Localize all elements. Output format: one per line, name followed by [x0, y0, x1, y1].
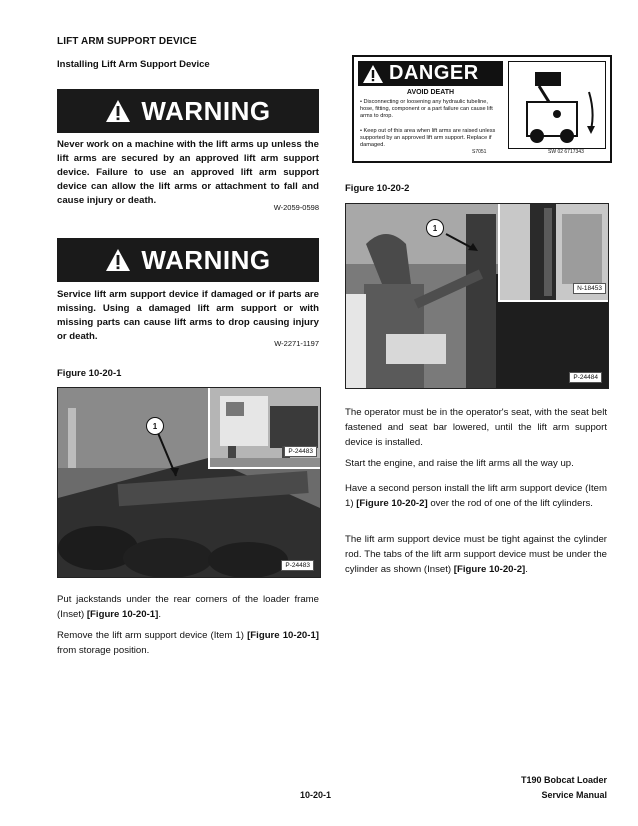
paragraph-jackstands: Put jackstands under the rear corners of the loader frame (Inset) [Figure 10-20-1]. — [57, 594, 319, 620]
warning-triangle-icon — [105, 248, 131, 272]
danger-triangle-icon — [362, 64, 384, 84]
subsection-title: Installing Lift Arm Support Device — [57, 59, 210, 70]
figure-1-title: Figure 10-20-1 — [57, 368, 122, 379]
lift-arm-pictogram-icon — [509, 62, 605, 148]
figure-1-inset-tag: P-24483 — [284, 446, 317, 457]
figure-2-title: Figure 10-20-2 — [345, 183, 410, 194]
danger-bullet-1: • Disconnecting or loosening any hydraulic tubeline, hose, fitting, component or a part failure can cause lift arms to drop. — [360, 99, 493, 119]
footer-manual: Service Manual — [541, 790, 607, 800]
section-title: LIFT ARM SUPPORT DEVICE — [57, 36, 197, 47]
paragraph-remove-device: Remove the lift arm support device (Item 1) [Figure 10-20-1] from storage position. — [57, 630, 319, 656]
danger-decal — [352, 55, 612, 163]
danger-bullet-2: • Keep out of this area when lift arms are raised unless supported by an approved lift arm support. Replace if damaged. — [360, 128, 496, 148]
callout-1: 1 — [146, 417, 164, 435]
figure-2-photo — [345, 203, 609, 389]
danger-pictogram — [508, 61, 606, 149]
warning-text-2: Service lift arm support device if damaged or if parts are missing. Using a damaged lift arm support or with missing parts can cause lift arms to drop causing injury or death. — [57, 289, 319, 342]
figure-2-inset-tag: N-18453 — [573, 283, 606, 294]
warning-word: WARNING — [141, 95, 271, 126]
figure-2-inset — [498, 204, 609, 302]
warning-word: WARNING — [141, 244, 271, 275]
danger-code-left: S7051 — [472, 149, 487, 155]
figure-2-photo-tag: P-24484 — [569, 372, 602, 383]
callout-1: 1 — [426, 219, 444, 237]
paragraph-operator-seat: The operator must be in the operator's seat, with the seat belt fastened and seat bar lowered, until the lift arm support device is installed. — [345, 407, 607, 448]
danger-banner — [358, 61, 503, 86]
warning-banner-2 — [57, 238, 319, 282]
danger-code-right: SW 02 6717343 — [548, 149, 584, 155]
figure-1-inset — [208, 388, 321, 469]
footer-model: T190 Bobcat Loader — [520, 775, 607, 785]
danger-heading: AVOID DEATH — [406, 89, 455, 96]
figure-1-photo — [57, 387, 321, 578]
paragraph-start-engine: Start the engine, and raise the lift arms all the way up. — [345, 458, 574, 469]
warning-code-2: W-2271-1197 — [274, 339, 319, 348]
page-number: 10-20-1 — [300, 790, 332, 800]
danger-word: DANGER — [389, 62, 479, 84]
paragraph-second-person: Have a second person install the lift arm support device (Item 1) [Figure 10-20-2] over the rod of one of the lift cylinders. — [345, 483, 607, 509]
paragraph-tight-against-rod: The lift arm support device must be tight against the cylinder rod. The tabs of the lift arm support device must be under the cylinder as shown (Inset) [Figure 10-20-2]. — [345, 534, 607, 575]
figure-1-photo-tag: P-24483 — [281, 560, 314, 571]
warning-code-1: W-2059-0598 — [273, 203, 319, 212]
warning-banner-1 — [57, 89, 319, 133]
warning-text-1: Never work on a machine with the lift arms up unless the lift arms are secured by an approved lift arm support device. Failure to use an approved lift arm support device can allow the lift arms or attachment to fall and cause injury or death. — [57, 139, 319, 206]
warning-triangle-icon — [105, 99, 131, 123]
